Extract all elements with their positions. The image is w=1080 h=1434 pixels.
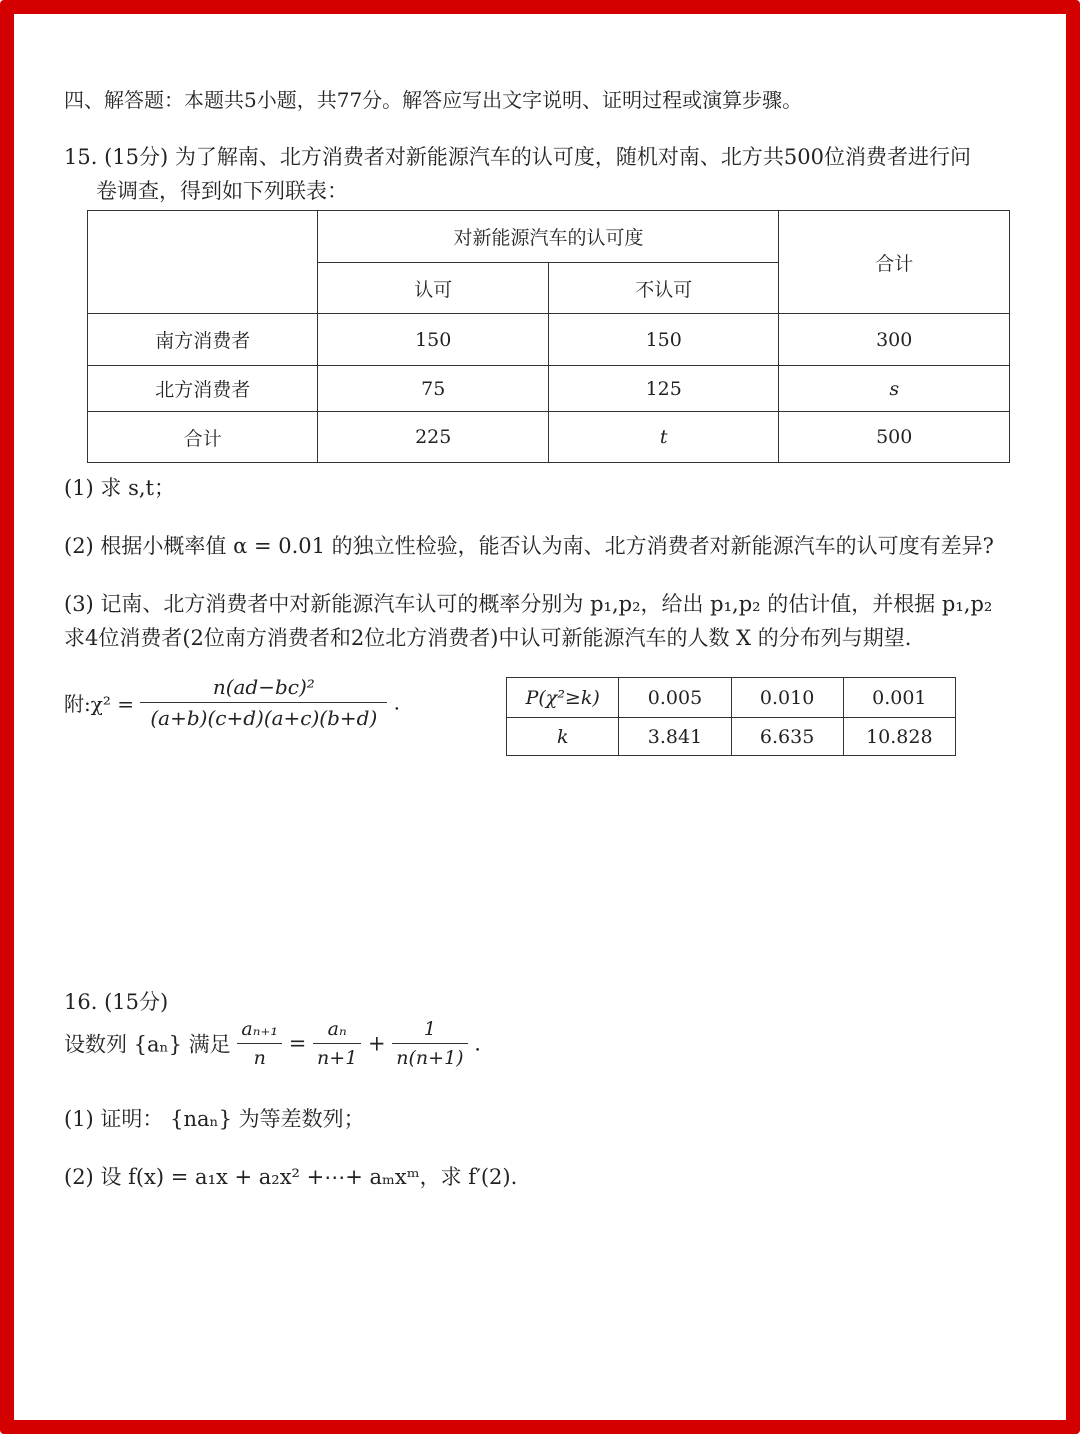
cell-disapprove: 125 bbox=[548, 366, 779, 412]
q15-points: (15分) bbox=[104, 145, 169, 169]
col-approve-header: 认可 bbox=[318, 263, 549, 314]
cell-total: 500 bbox=[779, 412, 1010, 463]
group-header: 对新能源汽车的认可度 bbox=[318, 211, 779, 263]
cell-approve: 150 bbox=[318, 314, 549, 366]
q15-text-line2: 卷调查，得到如下列联表： bbox=[96, 179, 348, 203]
cell-total: s bbox=[779, 366, 1010, 412]
mid-denominator: n+1 bbox=[313, 1043, 361, 1069]
formula-denominator: (a+b)(c+d)(a+c)(b+d) bbox=[140, 702, 387, 730]
k-value: 10.828 bbox=[843, 718, 955, 756]
table-row bbox=[88, 412, 1010, 463]
end-period: . bbox=[474, 1031, 481, 1056]
mid-fraction bbox=[313, 1018, 361, 1069]
equals-sign: = bbox=[288, 1031, 307, 1056]
q15-text-line1: 为了解南、北方消费者对新能源汽车的认可度，随机对南、北方共500位消费者进行问 bbox=[174, 145, 971, 169]
rhs-denominator: n(n+1) bbox=[392, 1043, 467, 1069]
row-label: 南方消费者 bbox=[88, 314, 318, 366]
lhs-denominator: n bbox=[237, 1043, 282, 1069]
critical-value-table bbox=[506, 677, 956, 756]
lhs-fraction bbox=[237, 1018, 282, 1069]
formula-fraction bbox=[140, 675, 387, 730]
q16-intro: 设数列 {aₙ} 满足 bbox=[64, 1032, 231, 1057]
q15-part3-line2: 求4位消费者(2位南方消费者和2位北方消费者)中认可新能源汽车的人数 X 的分布列与期望. bbox=[64, 626, 912, 650]
q16-header: 16. (15分) bbox=[64, 990, 169, 1014]
cell-disapprove: 150 bbox=[548, 314, 779, 366]
k-value: 6.635 bbox=[731, 718, 843, 756]
q15-number: 15. bbox=[64, 145, 98, 169]
alpha-value: 0.010 bbox=[731, 678, 843, 718]
formula-prefix: 附:χ² = bbox=[64, 692, 134, 716]
cell-approve: 225 bbox=[318, 412, 549, 463]
row-label: 北方消费者 bbox=[88, 366, 318, 412]
col-total-header: 合计 bbox=[779, 211, 1010, 314]
lhs-numerator: aₙ₊₁ bbox=[241, 1018, 279, 1040]
table-row bbox=[88, 366, 1010, 412]
k-value: 3.841 bbox=[619, 718, 731, 756]
q15-line1 bbox=[64, 141, 971, 171]
q16-part1: (1) 证明： {naₙ} 为等差数列； bbox=[64, 1107, 365, 1131]
formula-numerator: n(ad−bc)² bbox=[212, 675, 315, 699]
col-disapprove-header: 不认可 bbox=[548, 263, 779, 314]
plus-sign: + bbox=[367, 1031, 386, 1056]
q16-part2: (2) 设 f(x) = a₁x + a₂x² +⋯+ aₘxᵐ，求 f′(2). bbox=[64, 1165, 518, 1189]
cell-disapprove: t bbox=[548, 412, 779, 463]
contingency-table bbox=[87, 210, 1010, 463]
corner-cell bbox=[88, 211, 318, 314]
mid-numerator: aₙ bbox=[327, 1018, 347, 1040]
k-label: k bbox=[507, 718, 619, 756]
q16-recurrence bbox=[64, 1018, 481, 1069]
alpha-value: 0.005 bbox=[619, 678, 731, 718]
section-heading: 四、解答题：本题共5小题，共77分。解答应写出文字说明、证明过程或演算步骤。 bbox=[64, 88, 803, 112]
cell-total: 300 bbox=[779, 314, 1010, 366]
cell-approve: 75 bbox=[318, 366, 549, 412]
formula-suffix: . bbox=[393, 690, 400, 715]
rhs-fraction bbox=[392, 1018, 467, 1069]
chi-square-formula bbox=[64, 675, 400, 730]
q15-part1: (1) 求 s,t； bbox=[64, 476, 175, 500]
rhs-numerator: 1 bbox=[423, 1018, 436, 1040]
table-row bbox=[88, 314, 1010, 366]
q15-part3-line1: (3) 记南、北方消费者中对新能源汽车认可的概率分别为 p₁,p₂，给出 p₁,p₂ 的估计值，并根据 p₁,p₂ bbox=[64, 592, 993, 616]
alpha-value: 0.001 bbox=[843, 678, 955, 718]
row-label: 合计 bbox=[88, 412, 318, 463]
q15-part2: (2) 根据小概率值 α = 0.01 的独立性检验，能否认为南、北方消费者对新能源汽车的认可度有差异? bbox=[64, 534, 994, 558]
prob-label: P(χ²≥k) bbox=[507, 678, 619, 718]
